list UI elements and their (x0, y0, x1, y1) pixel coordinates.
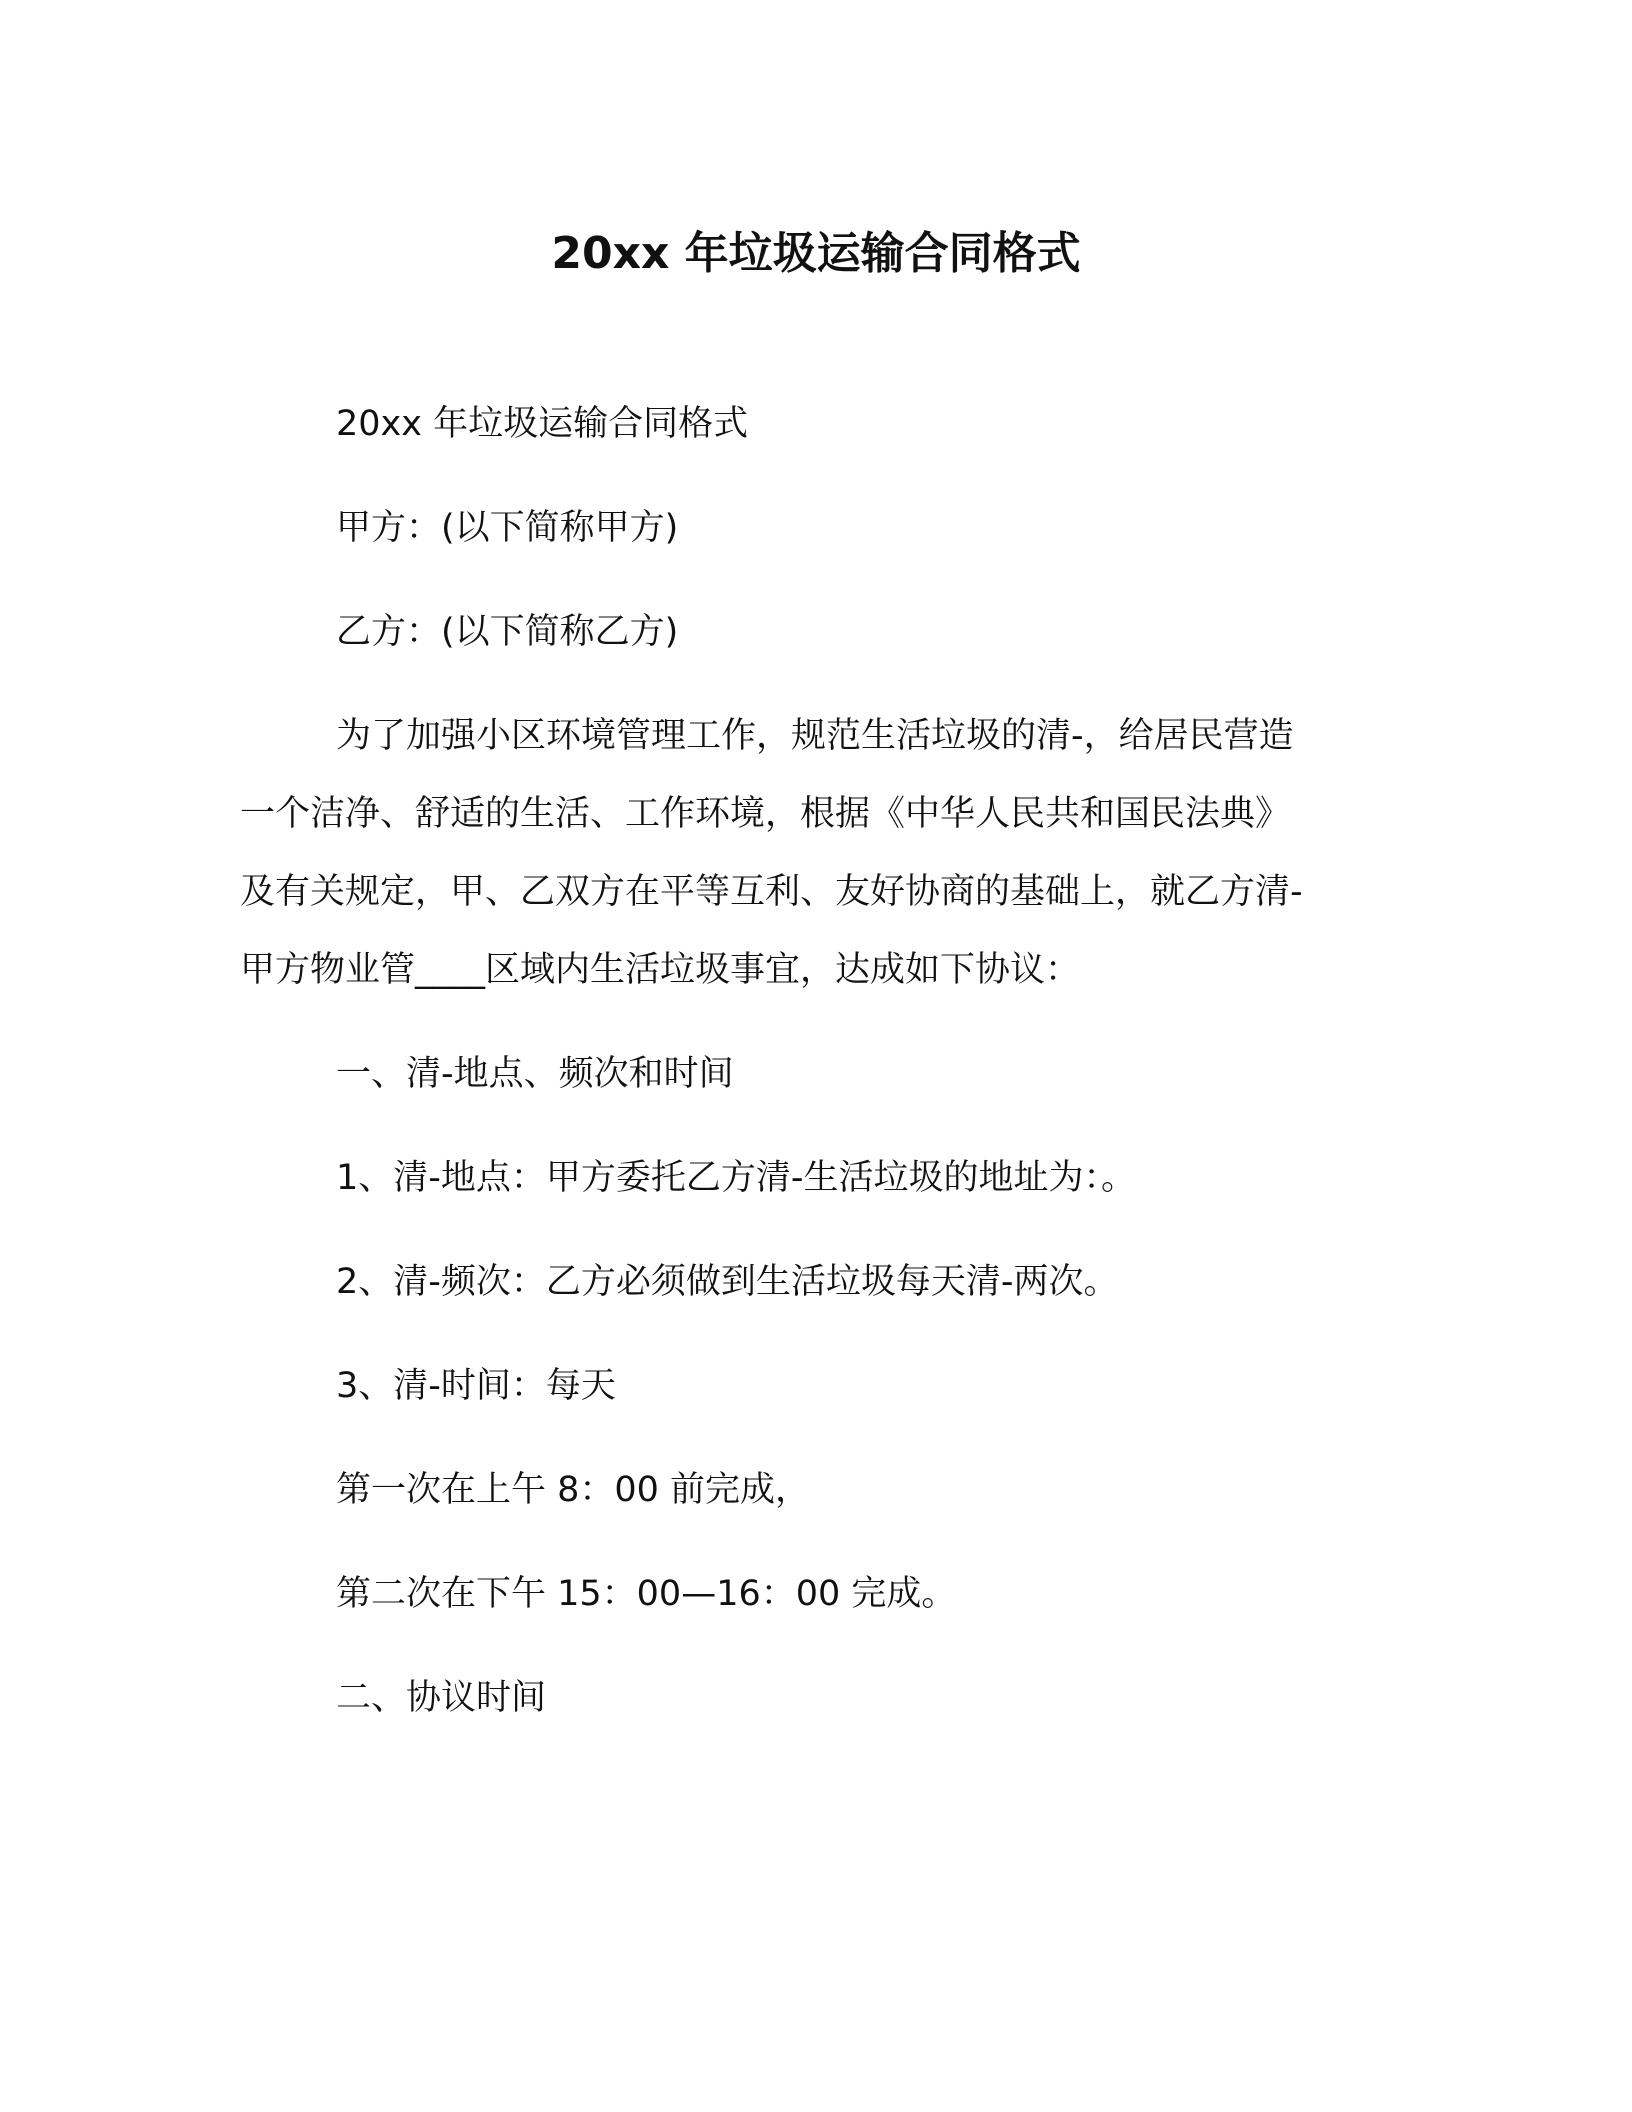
time-first: 第一次在上午 8：00 前完成， (336, 1470, 811, 1510)
section-heading-1: 一、清-地点、频次和时间 (336, 1054, 734, 1094)
clause-1-2: 2、清-频次：乙方必须做到生活垃圾每天清-两次。 (336, 1262, 1119, 1302)
party-b-line: 乙方：(以下简称乙方) (336, 612, 679, 652)
party-a-line: 甲方：(以下简称甲方) (336, 508, 679, 548)
clause-1-1: 1、清-地点：甲方委托乙方清-生活垃圾的地址为：。 (336, 1158, 1137, 1198)
preamble-line-4: 甲方物业管____区域内生活垃圾事宜，达成如下协议： (240, 950, 1081, 990)
document-title: 20xx 年垃圾运输合同格式 (551, 228, 1081, 279)
section-heading-2: 二、协议时间 (336, 1678, 547, 1718)
preamble-line-3: 及有关规定，甲、乙双方在平等互利、友好协商的基础上，就乙方清- (240, 872, 1303, 912)
time-second: 第二次在下午 15：00—16：00 完成。 (336, 1574, 957, 1614)
subtitle-line: 20xx 年垃圾运输合同格式 (336, 404, 749, 444)
preamble-line-1: 为了加强小区环境管理工作，规范生活垃圾的清-，给居民营造 (336, 716, 1294, 756)
clause-1-3: 3、清-时间：每天 (336, 1366, 616, 1406)
preamble-line-2: 一个洁净、舒适的生活、工作环境，根据《中华人民共和国民法典》 (240, 794, 1291, 834)
